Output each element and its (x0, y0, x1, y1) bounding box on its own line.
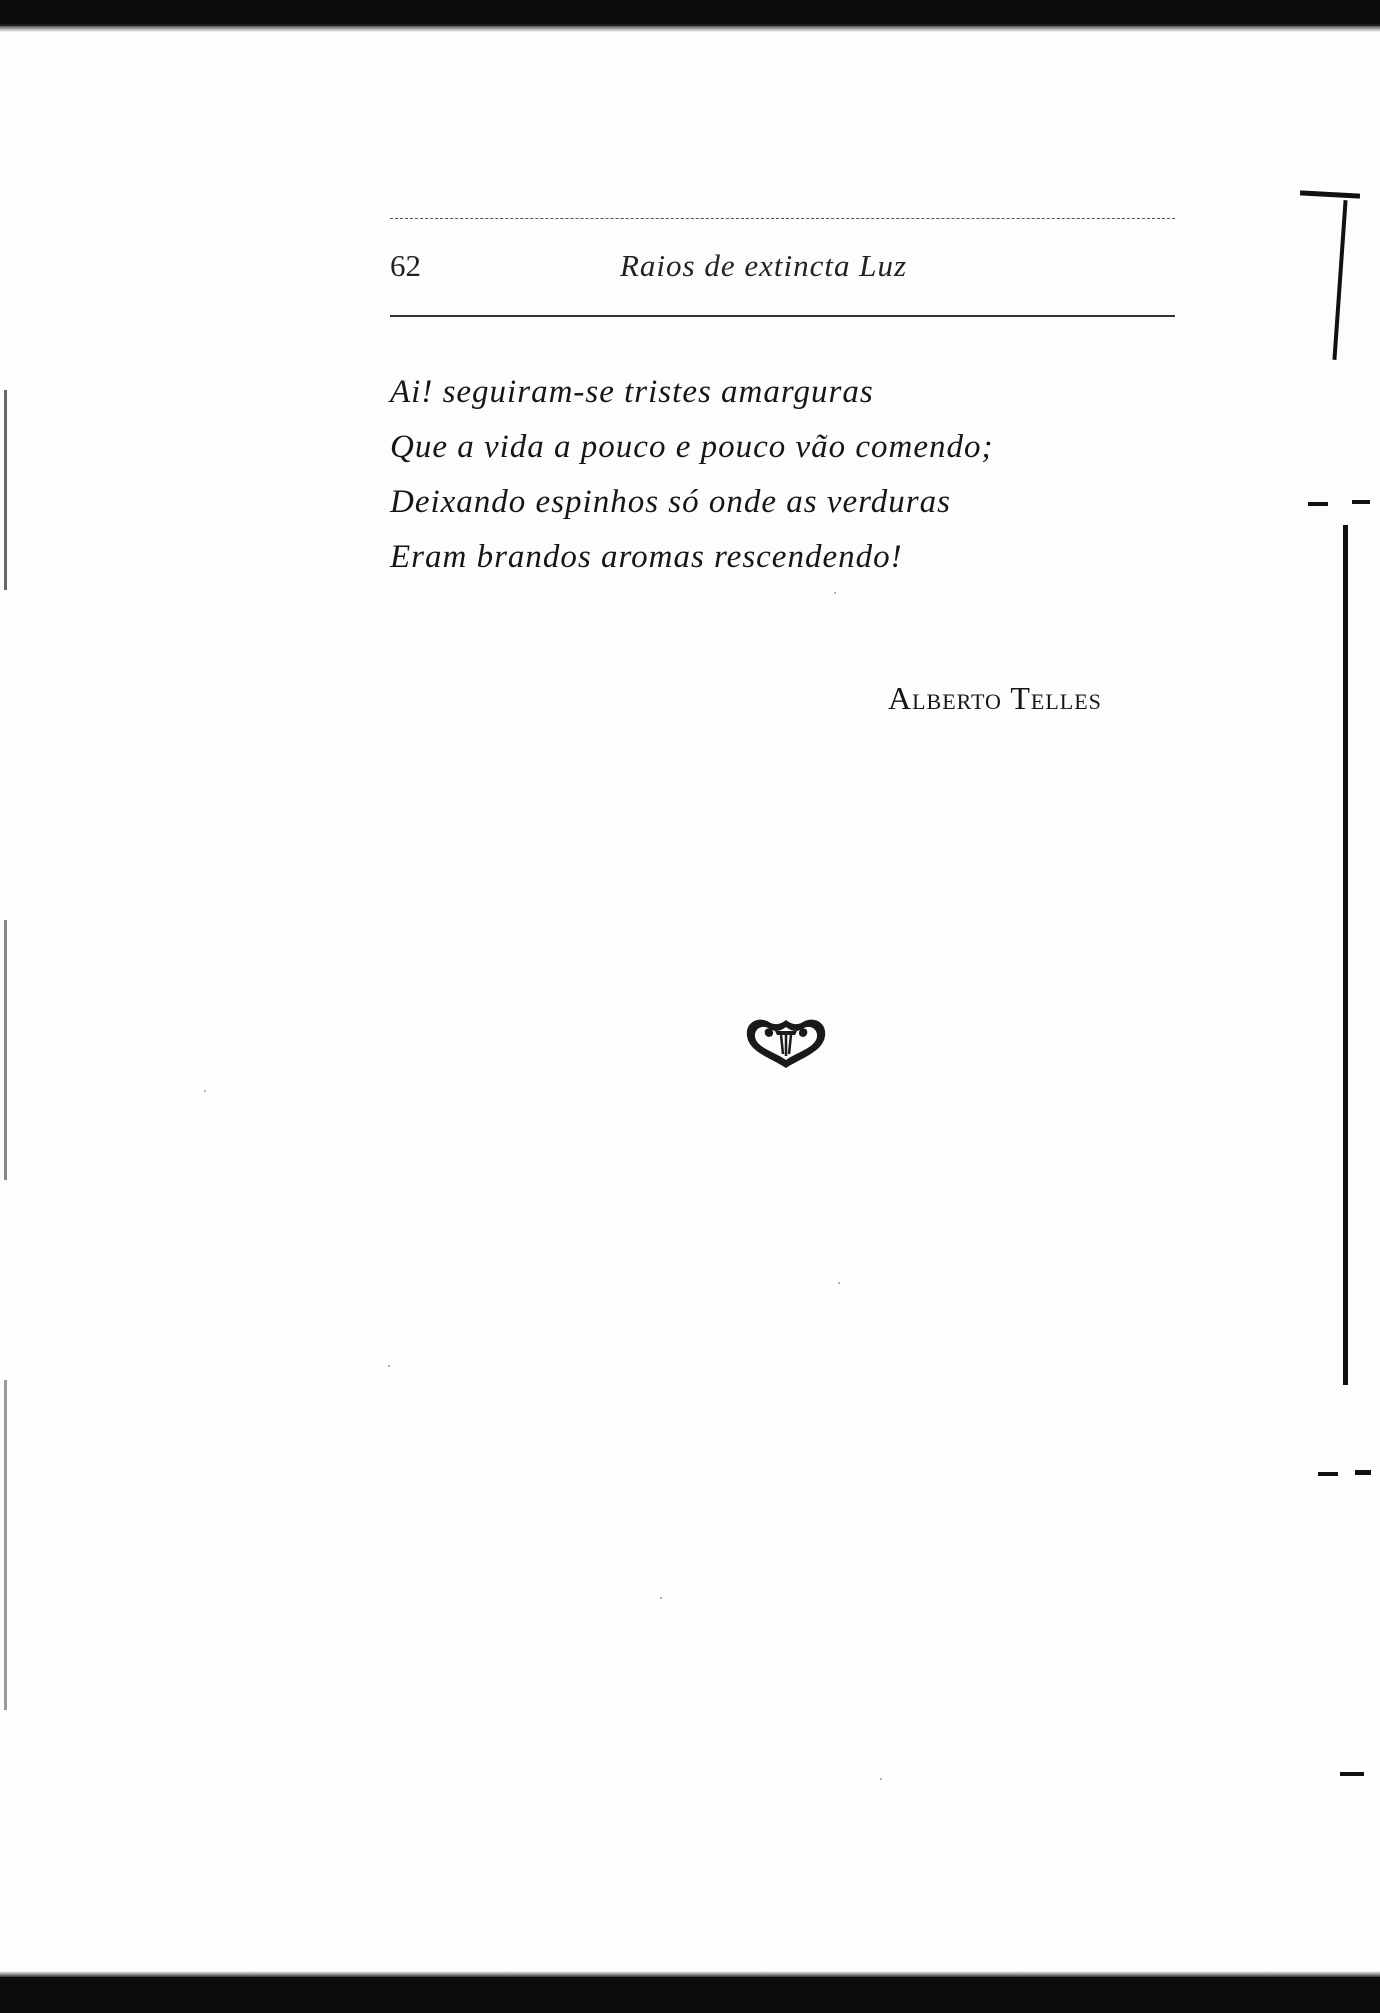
header-bottom-rule (390, 315, 1175, 317)
verse-line: Deixando espinhos só onde as verduras (390, 484, 951, 520)
paper-speck (838, 1282, 840, 1284)
running-header (390, 248, 1175, 292)
paper-speck (388, 1365, 390, 1367)
binding-mark-tick-3 (1318, 1472, 1338, 1476)
binding-mark-long (1343, 525, 1348, 1385)
fleuron-icon (741, 1010, 831, 1072)
paper-speck (204, 1090, 206, 1092)
left-edge-fleck-3 (4, 1380, 7, 1710)
poem-stanza (390, 365, 1150, 585)
paper-speck (660, 1597, 662, 1599)
scan-edge-bottom (0, 1977, 1380, 2013)
paper-speck (880, 1778, 882, 1780)
binding-mark-upper (1332, 200, 1347, 360)
page-number: 62 (390, 248, 421, 283)
left-edge-fleck-1 (4, 390, 7, 590)
verse-line: Eram brandos aromas rescendendo! (390, 539, 903, 575)
left-edge-fleck-2 (4, 920, 7, 1180)
binding-mark-tick-2 (1352, 500, 1370, 504)
binding-mark-tick-4 (1355, 1470, 1371, 1475)
scan-edge-top (0, 0, 1380, 26)
paper-speck (834, 592, 836, 594)
binding-mark-top (1300, 190, 1360, 198)
binding-mark-tick-1 (1308, 502, 1328, 506)
running-title: Raios de extincta Luz (620, 248, 908, 283)
author-signature: Alberto Telles (888, 680, 1102, 716)
binding-mark-tick-5 (1340, 1772, 1364, 1776)
header-top-rule (390, 218, 1175, 219)
verse-line: Ai! seguiram-se tristes amarguras (390, 374, 874, 410)
verse-line: Que a vida a pouco e pouco vão comendo; (390, 429, 994, 465)
